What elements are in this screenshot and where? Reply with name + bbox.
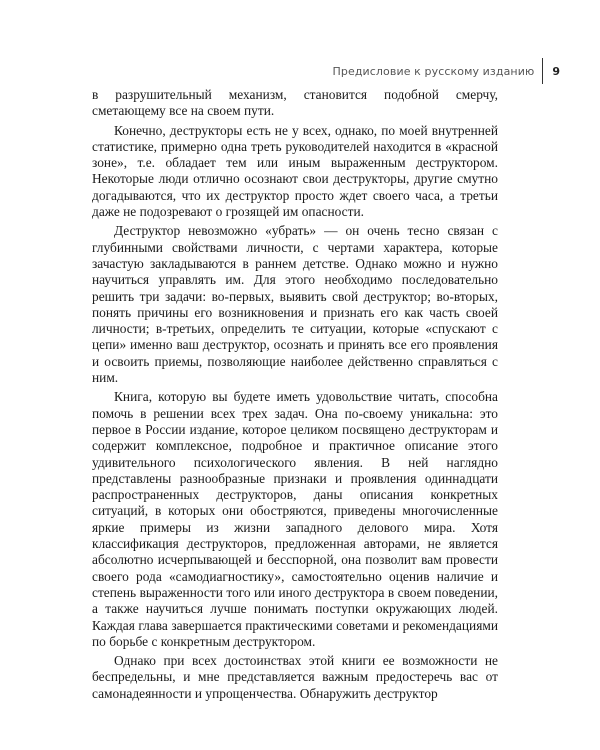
running-title: Предисловие к русскому изданию [332, 64, 535, 78]
paragraph: Конечно, деструкторы есть не у всех, однако, по моей внутренней статистике, примерно одна треть руководителей находится в «красной зоне», т.е. обладает тем или иным выраженным деструктором. Некоторые люди отлично осознают свои деструкторы, другие смутно догадываются, что их деструктор просто ждет своего часа, а третьи даже не подозревают о грозящей им опасности. [92, 122, 498, 220]
page-number: 9 [552, 64, 560, 78]
body-text [92, 87, 498, 705]
paragraph-continued: в разрушительный механизм, становится подобной смерчу, сметающему все на своем пути. [92, 87, 498, 119]
paragraph: Деструктор невозможно «убрать» — он очень тесно связан с глубинными свойствами личности, с чертами характера, которые зачастую закладываются в раннем детстве. Однако можно и нужно научиться управлять им. Для этого необходимо последовательно решить три задачи: во-первых, выявить свой деструктор; во-вторых, понять причины его возникновения и признать его как часть своей личности; в-третьих, определить те ситуации, которые «спускают с цепи» именно ваш деструктор, осознать и принять все его проявления и освоить приемы, позволяющие наиболее действенно справляться с ним. [92, 223, 498, 386]
running-head [333, 58, 561, 84]
paragraph: Книга, которую вы будете иметь удовольствие читать, способна помочь в решении всех трех задач. Она по-своему уникальна: это первое в России издание, которое целиком посвящено деструкторам и содержит комплексное, подробное и практичное описание этого удивительного психологического явления. В ней наглядно представлены разнообразные признаки и проявления одиннадцати распространенных деструкторов, даны описания конкретных ситуаций, в которых они обостряются, приведены многочисленные яркие примеры из жизни западного делового мира. Хотя классификация деструкторов, предложенная авторами, не является абсолютно исчерпывающей и бесспорной, она позволит вам провести своего рода «самодиагностику», самостоятельно оценив наличие и степень выраженности того или иного деструктора в своем поведении, а также научиться лучше понимать поступки окружающих людей. Каждая глава завершается практическими советами и рекомендациями по борьбе с конкретным деструктором. [92, 389, 498, 649]
paragraph: Однако при всех достоинствах этой книги ее возможности не беспредельны, и мне представляется важным предостеречь вас от самонадеянности и упрощенчества. Обнаружить деструктор [92, 653, 498, 701]
header-divider [542, 58, 543, 84]
